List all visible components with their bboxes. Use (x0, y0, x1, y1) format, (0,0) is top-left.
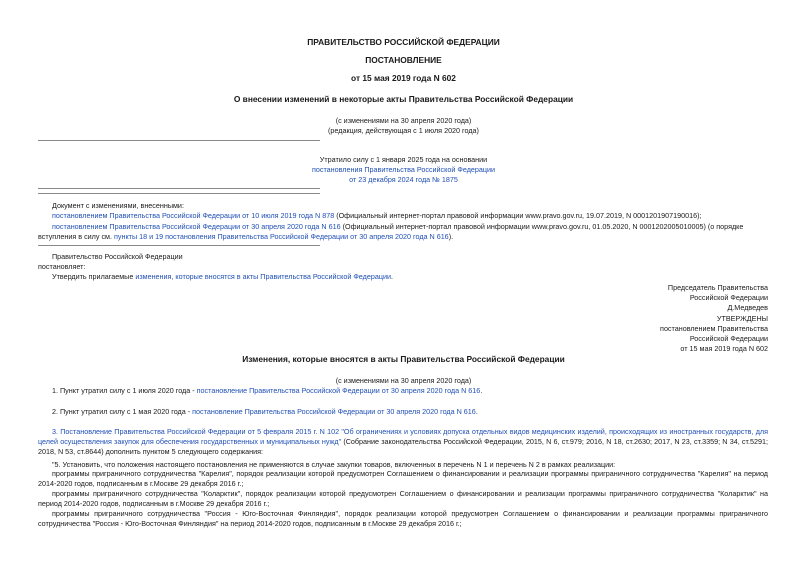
invalid-note: Утратило силу с 1 января 2025 года на основании (319, 155, 488, 164)
invalid-link-line2[interactable]: от 23 декабря 2024 года № 1875 (349, 175, 458, 184)
amended-item-1-source: (Официальный интернет-портал правовой информации www.pravo.gov.ru, 19.07.2019, N 0001201907190016); (334, 211, 702, 220)
doc-type-heading: ПОСТАНОВЛЕНИЕ (365, 55, 442, 65)
annex-point-1-text: 1. Пункт утратил силу с 1 июля 2020 года - (52, 386, 197, 395)
approved-stamp: УТВЕРЖДЕНЫ (716, 314, 768, 323)
quote-karelia: программы приграничного сотрудничества "Карелия", порядок реализации которой предусмотрен Соглашением о финансировании и реализации программы приграничного сотрудничества "Карелия" на период 2014-2020 годов, подписанным в г.Москве 29 декабря 2016 г.; (38, 469, 768, 488)
divider (38, 140, 320, 141)
approved-by: постановлением Правительства (660, 324, 768, 333)
annex-point-3-link[interactable]: Постановление Правительства Российской Федерации от 5 февраля 2015 г. N 102 "Об ограничениях и условиях допуска отдельных видов медицинских изделий, происходящих из иностранных государств, для целей осуществления закупок для обеспечения государственных и муниципальных нужд" (38, 427, 768, 446)
annex-point-3-text: (Собрание законодательства Российской Федерации, 2015, N 6, ст.979; 2016, N 18, ст.2630; 2017, N 23, ст.3359; N 34, ст.5291; 2018, N 53, ст.8644) дополнить пунктом 5 следующего содержания: (38, 437, 768, 456)
amended-item-2 (52, 222, 743, 231)
amended-item-1 (52, 211, 702, 220)
approved-org: Российской Федерации (689, 334, 768, 343)
annex-point-2-link[interactable]: постановление Правительства Российской Федерации от 30 апреля 2020 года N 616 (192, 407, 476, 416)
preamble-government: Правительство Российской Федерации (52, 252, 183, 261)
divider (38, 193, 320, 194)
amended-item-2-points-link[interactable]: пункты 18 и 19 постановления Правительства Российской Федерации от 30 апреля 2020 года N 616 (114, 232, 449, 241)
doc-date-number: от 15 мая 2019 года N 602 (351, 73, 456, 83)
annex-point-3 (38, 427, 768, 457)
annex-point-2 (52, 407, 478, 416)
amended-item-2-source: (Официальный интернет-портал правовой информации www.pravo.gov.ru, 01.05.2020, N 0001202005010005) (о порядке (340, 222, 744, 231)
signer-title: Председатель Правительства (667, 283, 768, 292)
approved-date: от 15 мая 2019 года N 602 (680, 344, 768, 353)
divider (38, 188, 320, 189)
approve-line (52, 272, 393, 281)
signer-name: Д.Медведев (727, 303, 768, 312)
amended-item-2-prefix: вступления в силу см. (38, 232, 114, 241)
doc-title: О внесении изменений в некоторые акты Правительства Российской Федерации (233, 94, 574, 104)
changes-note: (с изменениями на 30 апреля 2020 года) (335, 116, 472, 125)
org-heading: ПРАВИТЕЛЬСТВО РОССИЙСКОЙ ФЕДЕРАЦИИ (307, 37, 500, 47)
divider (38, 245, 320, 246)
annex-point-3-number: 3. (52, 427, 61, 436)
signer-org: Российской Федерации (689, 293, 768, 302)
annex-point-1 (52, 386, 482, 395)
edition-note: (редакция, действующая с 1 июля 2020 года) (328, 126, 479, 135)
quote-intro: "5. Установить, что положения настоящего постановления не применяются в случае закупки товаров, включенных в перечень N 1 и перечень N 2 в рамках реализации: (52, 460, 616, 469)
annex-point-1-link[interactable]: постановление Правительства Российской Федерации от 30 апреля 2020 года N 616 (196, 386, 481, 395)
invalid-link-line1[interactable]: постановления Правительства Российской Федерации (311, 165, 496, 174)
amended-item-2-cont (38, 232, 453, 241)
approve-suffix: . (390, 272, 393, 281)
amended-item-1-link[interactable]: постановлением Правительства Российской Федерации от 10 июля 2019 года N 878 (52, 211, 335, 220)
amended-item-2-suffix: ). (448, 232, 454, 241)
annex-point-1-suffix: . (480, 386, 483, 395)
preamble-decrees: постановляет: (38, 262, 86, 271)
quote-kolarctic: программы приграничного сотрудничества "Коларктик", порядок реализации которой предусмотрен Соглашением о финансировании и реализации программы приграничного сотрудничества "Коларктик" на период 2014-2020 годов, подписанным в г.Москве 29 декабря 2016 г.; (38, 489, 768, 508)
annex-point-2-text: 2. Пункт утратил силу с 1 мая 2020 года - (52, 407, 193, 416)
amended-label: Документ с изменениями, внесенными: (52, 201, 184, 210)
approve-prefix: Утвердить прилагаемые (52, 272, 136, 281)
annex-changes-note: (с изменениями на 30 апреля 2020 года) (335, 376, 472, 385)
approve-link[interactable]: изменения, которые вносятся в акты Правительства Российской Федерации (135, 272, 391, 281)
quote-finland: программы приграничного сотрудничества "Россия - Юго-Восточная Финляндия", порядок реализации которой предусмотрен Соглашением о финансировании и реализации программы приграничного сотрудничества "Россия - Юго-Восточная Финляндия" на период 2014-2020 годов, подписанным в г.Москве 29 декабря 2016 г.; (38, 509, 768, 528)
amended-item-2-link[interactable]: постановлением Правительства Российской Федерации от 30 апреля 2020 года N 616 (52, 222, 341, 231)
annex-point-2-suffix: . (475, 407, 478, 416)
annex-title: Изменения, которые вносятся в акты Правительства Российской Федерации (242, 354, 565, 364)
